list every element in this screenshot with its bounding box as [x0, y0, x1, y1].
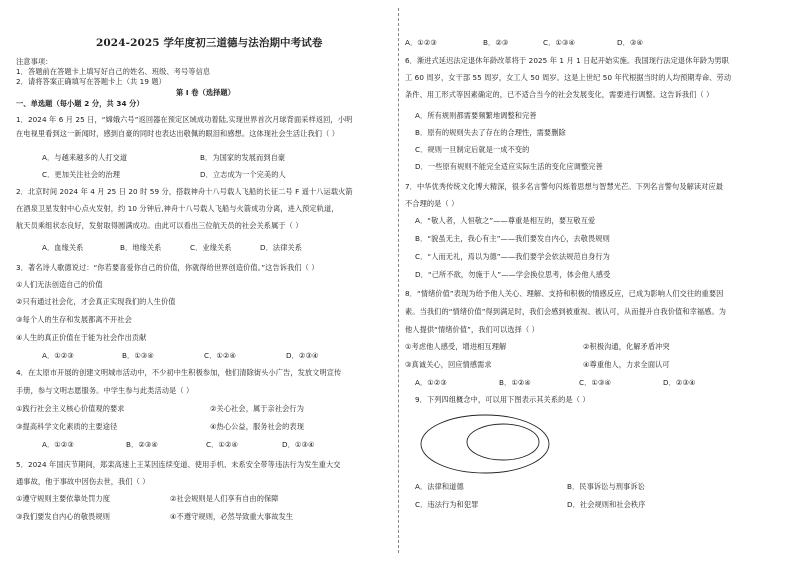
question-2-stem: 2．北京时间 2024 年 4 月 25 日 20 时 59 分，搭载神舟十八号载人飞船的长征二号 F 遥十八运载火箭: [16, 187, 353, 196]
question-8-stem: 他人提供“情绪价值”，我们可以选择（ ）: [405, 325, 539, 334]
question-5-option-c: C．①③④: [543, 38, 576, 47]
notice-heading: 注意事项：: [16, 57, 53, 66]
question-1-stem: 1．2024 年 6 月 25 日，“嫦娥六号”返回器在预定区域成功着陆,实现世界首次月球背面采样返回，小明: [16, 115, 353, 124]
question-4-option-b: B．②③④: [126, 440, 158, 449]
question-5-stem: 通事故，他于事故中因伤去世，我们（ ）: [16, 477, 150, 486]
section-heading: 一、单选题（每小题 2 分，共 34 分）: [16, 99, 144, 108]
question-1-option-c: C．更加关注社会的治理: [42, 170, 120, 179]
question-9-option-a: A．法律和道德: [415, 482, 464, 491]
question-7-option-a: A．“敬人者，人恒敬之”——尊重是相互的，要互敬互爱: [415, 216, 596, 225]
notice-item: 1．答题前在答题卡上填写好自己的姓名、班级、考号等信息: [16, 67, 211, 76]
question-4-option-a: A．①②③: [42, 440, 74, 449]
question-1-option-a: A．与越来越多的人打交道: [42, 153, 128, 162]
question-2-option-b: B．地缘关系: [120, 243, 162, 252]
question-6-option-a: A．所有规则都需要频繁地调整和完善: [415, 111, 537, 120]
question-3-stem: 3．著名诗人歌德说过：“你若要喜爱你自己的价值，你就得给世界创造价值。”这告诉我们（ ）: [16, 263, 319, 272]
notice-item: 2．请将答案正确填写在答题卡上（共 19 题）: [16, 77, 166, 86]
question-8-option-b: B．①②④: [499, 378, 531, 387]
question-6-stem: 6．渐进式延迟法定退休年龄改革将于 2025 年 1 月 1 日起开始实施。我国现行法定退休年龄为男职: [405, 56, 729, 65]
question-3-option-c: C．①②④: [204, 351, 237, 360]
question-4-statement: ④热心公益，服务社会的表现: [210, 422, 304, 431]
question-5-statement: ②社会规则是人们享有自由的保障: [170, 494, 279, 503]
nested-ellipses-diagram: [417, 412, 557, 476]
question-1-option-d: D．立志成为一个完美的人: [200, 170, 286, 179]
question-2-option-c: C．业缘关系: [190, 243, 232, 252]
question-3-option-a: A．①②③: [42, 351, 74, 360]
question-7-option-b: B．“貌虽无主，我心有主”——我们要发自内心，去敬畏规则: [415, 234, 610, 243]
question-9-option-c: C．违法行为和犯罪: [415, 500, 479, 509]
question-6-option-c: C．规则一旦制定后就是一成不变的: [415, 145, 530, 154]
question-5-stem: 5．2024 年国庆节期间，郑栾高速上王某因连续变道、使用手机、未系安全带等违法行为发生重大交: [16, 460, 341, 469]
question-6-stem: 工 60 周岁，女干部 55 周岁，女工人 50 周岁。这是上世纪 50 年代根据当时的人均预期寿命、劳动: [405, 73, 732, 82]
question-3-statement: ①人们无法创造自己的价值: [16, 280, 103, 289]
question-8-statement: ②积极沟通，化解矛盾冲突: [583, 342, 670, 351]
question-4-option-d: D．①③④: [282, 440, 315, 449]
question-9-option-b: B．民事诉讼与刑事诉讼: [567, 482, 645, 491]
column-divider: [398, 8, 400, 553]
question-5-option-b: B．②③: [483, 38, 509, 47]
question-8-statement: ③真诚关心，回应情感需求: [405, 360, 492, 369]
question-7-stem: 不合理的是（ ）: [405, 199, 459, 208]
question-7-stem: 7．中华优秀传统文化博大精深，很多名言警句闪烁着思想与智慧光芒。下列名言警句及解读对应最: [405, 182, 724, 191]
question-4-stem: 手册，参与文明志愿服务。中学生参与此类活动是（ ）: [16, 386, 194, 395]
question-5-statement: ③我们要发自内心的敬畏规则: [16, 512, 110, 521]
question-5-statement: ①遵守规则主要依靠处罚力度: [16, 494, 110, 503]
question-3-statement: ②只有通过社会化，才会真正实现我们的人生价值: [16, 297, 176, 306]
question-9-option-d: D．社会规则和社会秩序: [567, 500, 646, 509]
question-4-statement: ③提高科学文化素质的主要途径: [16, 422, 118, 431]
question-6-option-b: B．原有的规则失去了存在的合理性，需要删除: [415, 128, 566, 137]
volume-title: 第 I 卷（选择题）: [176, 88, 235, 97]
question-1-option-b: B．为国家的发展而到自豪: [200, 153, 286, 162]
question-8-option-d: D．②③④: [663, 378, 696, 387]
question-2-stem: 航天员乘组状态良好，发射取得圆满成功。由此可以看出三位航天员的社会关系属于（ ）: [16, 221, 303, 230]
question-4-statement: ①践行社会主义核心价值观的要求: [16, 404, 125, 413]
question-7-option-d: D．“己所不欲，勿施于人”——学会换位思考，体会他人感受: [415, 270, 611, 279]
question-8-stem: 8．“情绪价值”表现为给予他人关心、理解、支持和积极的情感反应，已成为影响人们交往的重要因: [405, 289, 724, 298]
question-5-option-d: D．③④: [617, 38, 644, 47]
exam-title: 2024-2025 学年度初三道德与法治期中考试卷: [96, 37, 323, 49]
question-3-option-b: B．①③④: [122, 351, 154, 360]
question-2-option-d: D．法律关系: [260, 243, 303, 252]
question-3-statement: ④人生的真正价值在于能为社会作出贡献: [16, 333, 147, 342]
question-8-statement: ④尊重他人，力求全面认可: [583, 360, 670, 369]
question-6-stem: 条件、用工形式等因素确定的，已不适合当今的社会发展变化，需要进行调整。这告诉我们（ ）: [405, 90, 714, 99]
question-4-statement: ②关心社会，属于亲社会行为: [210, 404, 304, 413]
question-6-option-d: D．一些原有规则不能完全适应实际生活的变化应调整完善: [415, 162, 603, 171]
question-3-statement: ③每个人的生存和发展都离不开社会: [16, 315, 132, 324]
question-1-stem: 在电视里看到这一新闻时，感到自豪的同时也表达出敬佩的眼泪和感想。这体现社会生活让我们（ ）: [16, 129, 340, 138]
question-2-option-a: A．血缘关系: [42, 243, 84, 252]
question-4-option-c: C．①②④: [206, 440, 239, 449]
question-4-stem: 4．在太原市开展的创建文明城市活动中，不少初中生积极参加，他们清除街头小广告，发放文明宣传: [16, 368, 342, 377]
question-8-stem: 素。当我们的“情绪价值”得到满足时，我们会感到被重视、被认可，从而提升自我价值和幸福感。为: [405, 307, 727, 316]
question-8-option-a: A．①②③: [415, 378, 447, 387]
question-8-option-c: C．①③④: [579, 378, 612, 387]
question-2-stem: 在酒泉卫星发射中心点火发射，约 10 分钟后,神舟十八号载人飞船与火箭成功分离，进入预定轨道，: [16, 204, 339, 213]
question-5-option-a: A．①②③: [405, 38, 437, 47]
question-3-option-d: D．②③④: [286, 351, 319, 360]
question-7-option-c: C．“人而无礼，焉以为德”——我们要学会依法规范自身行为: [415, 252, 610, 261]
question-8-statement: ①考虑他人感受，增进相互理解: [405, 342, 507, 351]
question-5-statement: ④不遵守规则，必然导致重大事故发生: [170, 512, 294, 521]
question-9-stem: 9．下列四组概念中，可以用下图表示其关系的是（ ）: [415, 395, 590, 404]
